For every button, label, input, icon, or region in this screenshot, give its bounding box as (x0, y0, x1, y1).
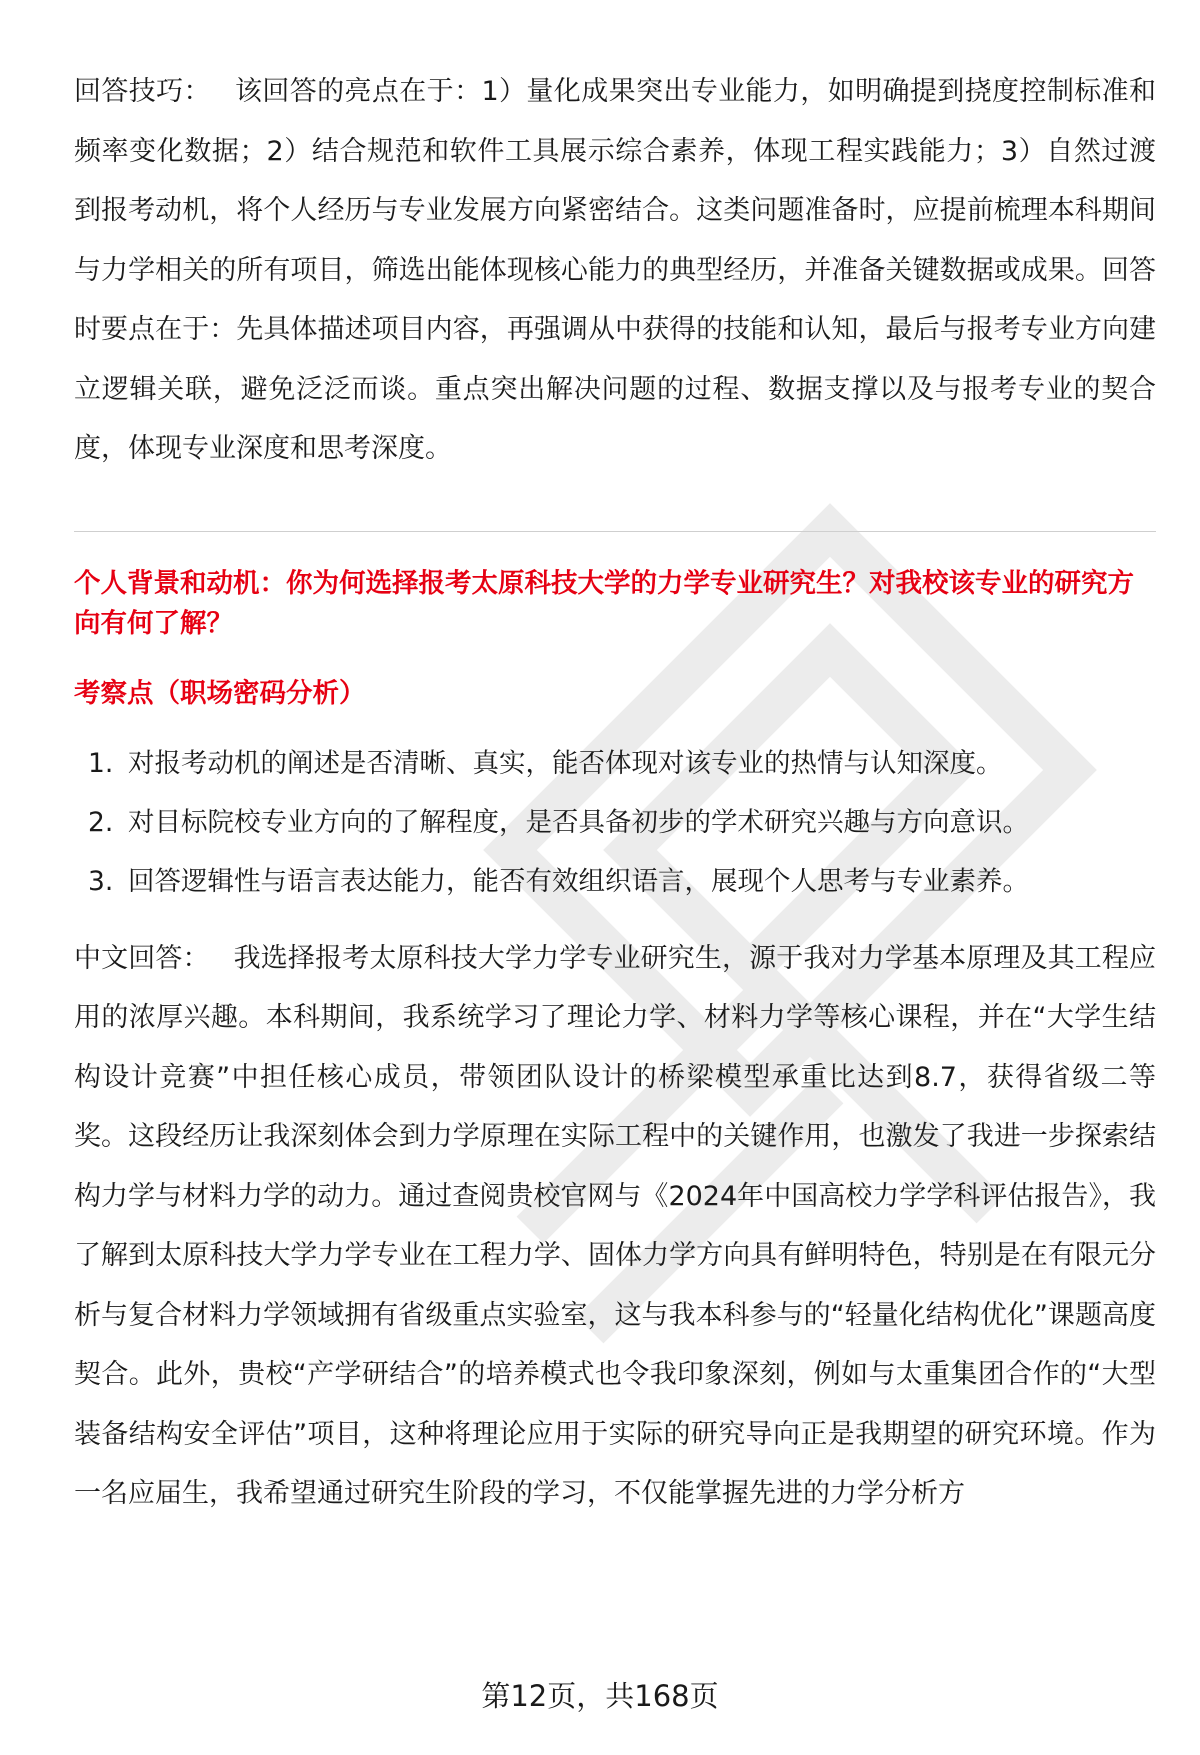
tips-text: 该回答的亮点在于：1）量化成果突出专业能力，如明确提到挠度控制标准和频率变化数据；2）结合规范和软件工具展示综合素养，体现工程实践能力；3）自然过渡到报考动机，将个人经历与专业发展方向紧密结合。这类问题准备时，应提前梳理本科期间与力学相关的所有项目，筛选出能体现核心能力的典型经历，并准备关键数据或成果。回答时要点在于：先具体描述项目内容，再强调从中获得的技能和认知，最后与报考专业方向建立逻辑关联，避免泛泛而谈。重点突出解决问题的过程、数据支撑以及与报考专业的契合度，体现专业深度和思考深度。 (74, 76, 1156, 464)
answer-paragraph (74, 929, 1156, 1524)
answer-text: 我选择报考太原科技大学力学专业研究生，源于我对力学基本原理及其工程应用的浓厚兴趣。本科期间，我系统学习了理论力学、材料力学等核心课程，并在“大学生结构设计竞赛”中担任核心成员，带领团队设计的桥梁模型承重比达到8.7，获得省级二等奖。这段经历让我深刻体会到力学原理在实际工程中的关键作用，也激发了我进一步探索结构力学与材料力学的动力。通过查阅贵校官网与《2024年中国高校力学学科评估报告》，我了解到太原科技大学力学专业在工程力学、固体力学方向具有鲜明特色，特别是在有限元分析与复合材料力学领域拥有省级重点实验室，这与我本科参与的“轻量化结构优化”课题高度契合。此外，贵校“产学研结合”的培养模式也令我印象深刻，例如与太重集团合作的“大型装备结构安全评估”项目，这种将理论应用于实际的研究导向正是我期望的研究环境。作为一名应届生，我希望通过研究生阶段的学习，不仅能掌握先进的力学分析方 (74, 942, 1157, 1509)
section-divider (74, 531, 1156, 532)
list-item (74, 734, 1156, 793)
exam-points-heading: 考察点（职场密码分析） (74, 677, 366, 709)
question-heading: 个人背景和动机：你为何选择报考太原科技大学的力学专业研究生？对我校该专业的研究方向有何了解？ (74, 567, 1134, 639)
list-item-text: 对报考动机的阐述是否清晰、真实，能否体现对该专业的热情与认知深度。 (128, 747, 1003, 779)
list-item (74, 852, 1156, 911)
exam-points-list (74, 734, 1156, 911)
list-item-number: 2. (88, 806, 114, 838)
answer-lead: 中文回答： (74, 942, 210, 974)
list-item-number: 3. (88, 865, 114, 897)
tips-lead: 回答技巧： (74, 76, 211, 107)
page-footer: 第12页，共168页 (481, 1679, 719, 1713)
list-item-number: 1. (88, 747, 114, 779)
list-item-text: 回答逻辑性与语言表达能力，能否有效组织语言，展现个人思考与专业素养。 (128, 865, 1029, 897)
list-item (74, 793, 1156, 852)
list-item-text: 对目标院校专业方向的了解程度，是否具备初步的学术研究兴趣与方向意识。 (128, 806, 1029, 838)
tips-paragraph (74, 62, 1156, 479)
page-content (74, 62, 1156, 1524)
